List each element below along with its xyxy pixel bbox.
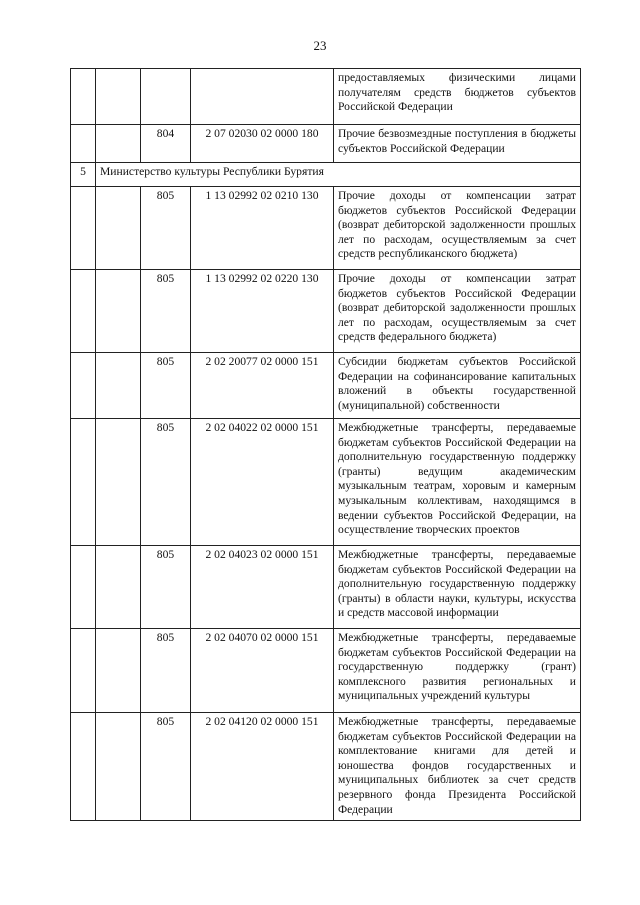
row-number-cell <box>71 187 96 270</box>
spacer-cell <box>96 713 141 821</box>
table-row <box>71 713 581 821</box>
row-number-cell <box>71 546 96 629</box>
spacer-cell <box>96 629 141 713</box>
spacer-cell <box>96 270 141 353</box>
spacer-cell <box>96 187 141 270</box>
spacer-cell <box>96 69 141 125</box>
row-number-cell <box>71 125 96 163</box>
admin-code-cell: 805 <box>141 187 191 270</box>
table-row <box>71 187 581 270</box>
description-cell: Прочие доходы от компенсации затрат бюджетов субъектов Российской Федерации (возврат дебиторской задолженности прошлых лет по расходам, осуществляемым за счет средств республиканского бюджета) <box>334 187 581 270</box>
description-cell: Межбюджетные трансферты, передаваемые бюджетам субъектов Российской Федерации на дополнительную государственную поддержку (гранты) ведущим академическим музыкальным театрам, хоровым и камерным музыкальным коллективам, находящимся в ведении субъектов Российской Федерации, на осуществление творческих проектов <box>334 419 581 546</box>
description-cell: Межбюджетные трансферты, передаваемые бюджетам субъектов Российской Федерации на дополнительную государственную поддержку (гранты) в области науки, культуры, искусства и средств массовой информации <box>334 546 581 629</box>
section-header-row <box>71 163 581 187</box>
revenue-code-cell <box>191 69 334 125</box>
row-number-cell <box>71 270 96 353</box>
revenue-code-cell: 2 02 04022 02 0000 151 <box>191 419 334 546</box>
section-title: Министерство культуры Республики Бурятия <box>96 163 581 187</box>
admin-code-cell: 805 <box>141 419 191 546</box>
section-number: 5 <box>71 163 96 187</box>
revenue-code-cell: 2 02 04023 02 0000 151 <box>191 546 334 629</box>
revenue-code-cell: 1 13 02992 02 0210 130 <box>191 187 334 270</box>
description-cell: Субсидии бюджетам субъектов Российской Федерации на софинансирование капитальных вложений в объекты государственной (муниципальной) собственности <box>334 353 581 419</box>
table-row <box>71 629 581 713</box>
spacer-cell <box>96 546 141 629</box>
revenue-code-cell: 2 02 04070 02 0000 151 <box>191 629 334 713</box>
table-row <box>71 419 581 546</box>
revenue-code-cell: 2 02 04120 02 0000 151 <box>191 713 334 821</box>
admin-code-cell <box>141 69 191 125</box>
revenue-code-cell: 2 02 20077 02 0000 151 <box>191 353 334 419</box>
admin-code-cell: 805 <box>141 353 191 419</box>
admin-code-cell: 804 <box>141 125 191 163</box>
description-cell: Прочие безвозмездные поступления в бюджеты субъектов Российской Федерации <box>334 125 581 163</box>
revenue-codes-table <box>70 68 581 821</box>
table-row <box>71 546 581 629</box>
spacer-cell <box>96 353 141 419</box>
spacer-cell <box>96 125 141 163</box>
table-row <box>71 69 581 125</box>
row-number-cell <box>71 419 96 546</box>
table-row <box>71 353 581 419</box>
description-cell: Межбюджетные трансферты, передаваемые бюджетам субъектов Российской Федерации на государственную поддержку (грант) комплексного развития региональных и муниципальных учреждений культуры <box>334 629 581 713</box>
row-number-cell <box>71 629 96 713</box>
revenue-code-cell: 1 13 02992 02 0220 130 <box>191 270 334 353</box>
admin-code-cell: 805 <box>141 270 191 353</box>
page-number: 23 <box>313 38 327 53</box>
row-number-cell <box>71 713 96 821</box>
row-number-cell <box>71 353 96 419</box>
table-row <box>71 125 581 163</box>
description-cell: предоставляемых физическими лицами получателям средств бюджетов субъектов Российской Федерации <box>334 69 581 125</box>
revenue-code-cell: 2 07 02030 02 0000 180 <box>191 125 334 163</box>
admin-code-cell: 805 <box>141 713 191 821</box>
description-cell: Прочие доходы от компенсации затрат бюджетов субъектов Российской Федерации (возврат дебиторской задолженности прошлых лет по расходам, осуществляемым за счет средств федерального бюджета) <box>334 270 581 353</box>
admin-code-cell: 805 <box>141 629 191 713</box>
description-cell: Межбюджетные трансферты, передаваемые бюджетам субъектов Российской Федерации на комплектование книгами для детей и юношества фондов государственных и муниципальных библиотек за счет средств резервного фонда Президента Российской Федерации <box>334 713 581 821</box>
table-row <box>71 270 581 353</box>
admin-code-cell: 805 <box>141 546 191 629</box>
spacer-cell <box>96 419 141 546</box>
row-number-cell <box>71 69 96 125</box>
